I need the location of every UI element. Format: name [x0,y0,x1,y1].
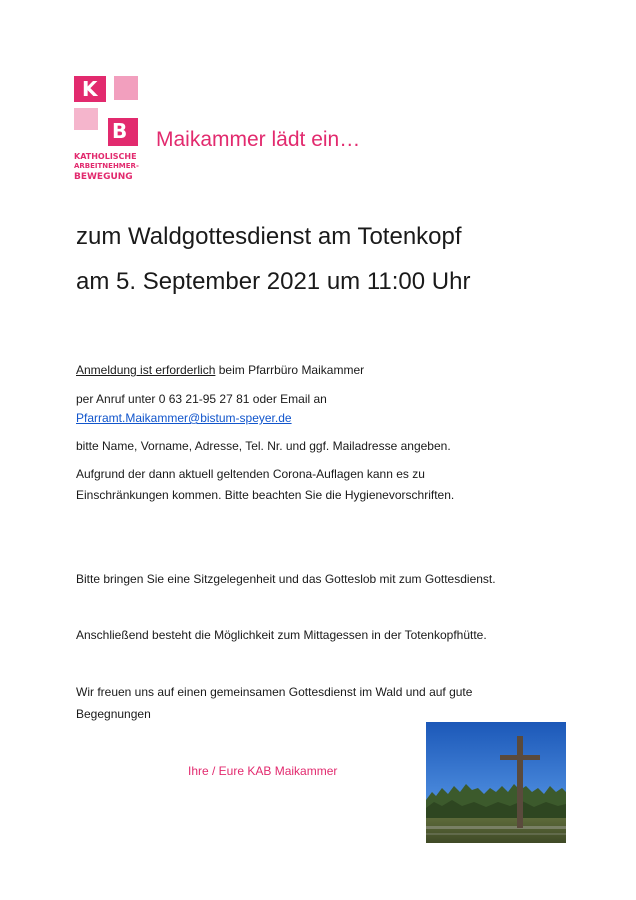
bring-notice: Bitte bringen Sie eine Sitzgelegenheit und das Gotteslob mit zum Gottesdienst. [76,572,496,586]
signature: Ihre / Eure KAB Maikammer [188,764,338,778]
lunch-notice: Anschließend besteht die Möglichkeit zum Mittagessen in der Totenkopfhütte. [76,628,487,642]
cross-photo [426,722,566,843]
logo-letter-b: B [112,119,128,143]
corona-line2: Einschränkungen kommen. Bitte beachten Sie die Hygienevorschriften. [76,488,455,502]
headline-date: am 5. September 2021 um 11:00 Uhr [76,268,471,295]
registration-details: bitte Name, Vorname, Adresse, Tel. Nr. und ggf. Mailadresse angeben. [76,439,451,453]
registration-contact: per Anruf unter 0 63 21-95 27 81 oder Email an [76,392,327,406]
registration-office: beim Pfarrbüro Maikammer [215,363,365,377]
logo-text-line1: KATHOLISCHE [74,152,137,161]
registration-required: Anmeldung ist erforderlich [76,363,216,377]
kab-logo [74,76,142,186]
corona-line1: Aufgrund der dann aktuell geltenden Corona-Auflagen kann es zu [76,467,425,481]
invite-heading: Maikammer lädt ein… [156,128,361,151]
logo-letter-k: K [82,77,98,101]
registration-line [76,362,364,378]
closing-line1: Wir freuen uns auf einen gemeinsamen Gottesdienst im Wald und auf gute [76,685,473,699]
headline-event: zum Waldgottesdienst am Totenkopf [76,223,462,250]
logo-text-line2: ARBEITNEHMER- [74,162,139,170]
closing-line2: Begegnungen [76,707,151,721]
email-line [76,410,292,426]
logo-text-line3: BEWEGUNG [74,172,133,182]
logo-a-block [114,76,138,100]
email-link[interactable]: Pfarramt.Maikammer@bistum-speyer.de [76,411,292,425]
logo-shade-block [74,108,98,130]
